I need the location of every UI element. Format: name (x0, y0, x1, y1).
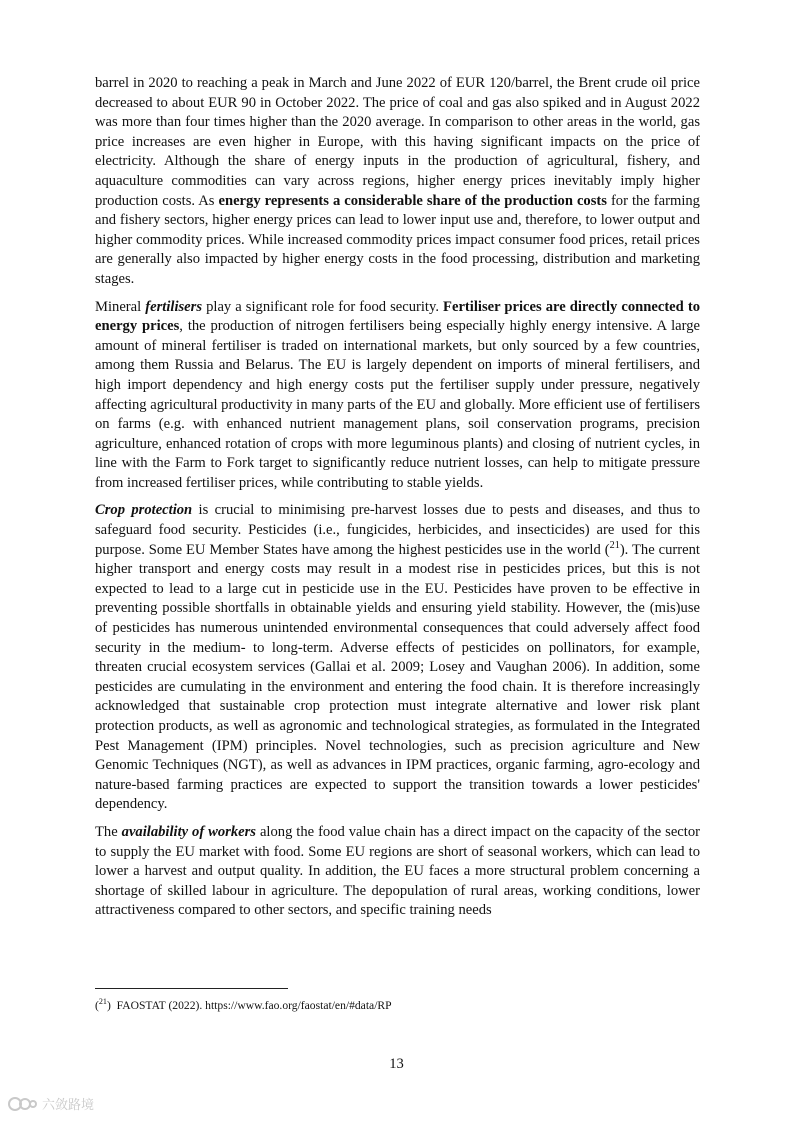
bold-italic-term: fertilisers (145, 298, 203, 315)
text-run: is crucial to minimising pre-harvest losses due to pests and diseases, and thus to safeguard food security. Pesticides (i.e., fungicides, herbicides, and insecticides) are used for this purpose. Some EU Member States have among the highest pesticides use in the world ( (95, 502, 700, 558)
text-run: The (95, 823, 122, 840)
footnote-reference: 21 (609, 539, 620, 551)
paragraph (95, 501, 700, 815)
bold-text: Fertiliser prices are directly connected to energy prices (95, 298, 700, 335)
text-run: for the farming and fishery sectors, higher energy prices can lead to lower input use and, therefore, to lower output and higher commodity prices. While increased commodity prices impact consumer food prices, retail prices are generally also impacted by higher energy costs in the food processing, distribution and marketing stages. (95, 192, 700, 287)
watermark-text: 六敛路境 (42, 1098, 95, 1113)
text-run: ). The current higher transport and energy costs may result in a modest rise in pesticides prices, but this is not expected to lead to a large cut in pesticide use in the EU. Pesticides have proven to be effective in preventing possible shortfalls in obtainable yields and ensuring yield stability. However, the (mis)use of pesticides has numerous unintended environmental consequences that could adversely affect food security in the medium- to long-term. Adverse effects of pesticides on pollinators, for example, threaten crucial ecosystem services (Gallai et al. 2009; Losey and Vaughan 2006). In addition, some pesticides are cumulating in the environment and entering the food chain. It is therefore increasingly acknowledged that sustainable crop protection must integrate alternative and lower risk plant protection products, as well as agronomic and technological strategies, as formulated in the Integrated Pest Management (IPM) principles. Novel technologies, such as precision agriculture and New Genomic Techniques (NGT), as well as advances in IPM practices, organic farming, agro-ecology and nature-based farming practices are expected to support the transition towards a lower pesticides' dependency. (95, 541, 700, 813)
page-number: 13 (389, 1056, 404, 1072)
text-run: play a significant role for food security. (202, 298, 444, 315)
text-run: , the production of nitrogen fertilisers being especially highly energy intensive. A large amount of mineral fertiliser is traded on international markets, but only sourced by a few countries, among them Russia and Belarus. The EU is largely dependent on imports of mineral fertilisers, and high import dependency and high energy costs put the fertiliser supply under pressure, negatively affecting agricultural productivity in many parts of the EU and globally. More efficient use of fertilisers on farms (e.g. with enhanced nutrient management plans, soil conservation programs, precision agriculture, enhanced rotation of crops with more leguminous plants) and closing of nutrient cycles, in line with the Farm to Fork target to significantly reduce nutrient losses, can help to mitigate pressure from increased fertiliser prices, while contributing to stable yields. (95, 318, 700, 491)
text-run: along the food value chain has a direct impact on the capacity of the sector to supply the EU market with food. Some EU regions are short of seasonal workers, which can lead to lower a harvest and output quality. In addition, the EU faces a more structural problem concerning a shortage of skilled labour in agriculture. The depopulation of rural areas, working conditions, lower attractiveness compared to other sectors, and specific training needs (95, 823, 701, 919)
footnote-separator (95, 988, 288, 989)
bold-italic-term: availability of workers (121, 823, 256, 840)
footnote: ($^{21}$) FAOSTAT (2022). https://www.fao.org/faostat/en/#data/RP (95, 997, 392, 1012)
paragraph (95, 74, 700, 290)
text-run: Mineral (95, 298, 146, 315)
bold-italic-term: Crop protection (95, 502, 193, 519)
bold-text: energy represents a considerable share of the production costs (218, 192, 607, 209)
watermark-logo-icon (8, 1095, 38, 1113)
footnote-marker: 21 (98, 997, 107, 1007)
text-run: barrel in 2020 to reaching a peak in March and June 2022 of EUR 120/barrel, the Brent crude oil price decreased to about EUR 90 in October 2022. The price of coal and gas also spiked and in August 2022 was more than four times higher than the 2020 average. In comparison to other areas in the world, gas price increases are even higher in Europe, with this having significant impacts on the price of electricity. Although the share of energy inputs in the production of agricultural, fishery, and aquaculture commodities can vary across regions, higher energy prices inevitably imply higher production costs. As (95, 75, 700, 209)
paragraph (95, 823, 700, 921)
paragraph (95, 298, 700, 494)
watermark (8, 1094, 94, 1113)
body-text (95, 74, 700, 929)
footnote-text: FAOSTAT (2022). https://www.fao.org/faostat/en/#data/RP (116, 999, 392, 1012)
